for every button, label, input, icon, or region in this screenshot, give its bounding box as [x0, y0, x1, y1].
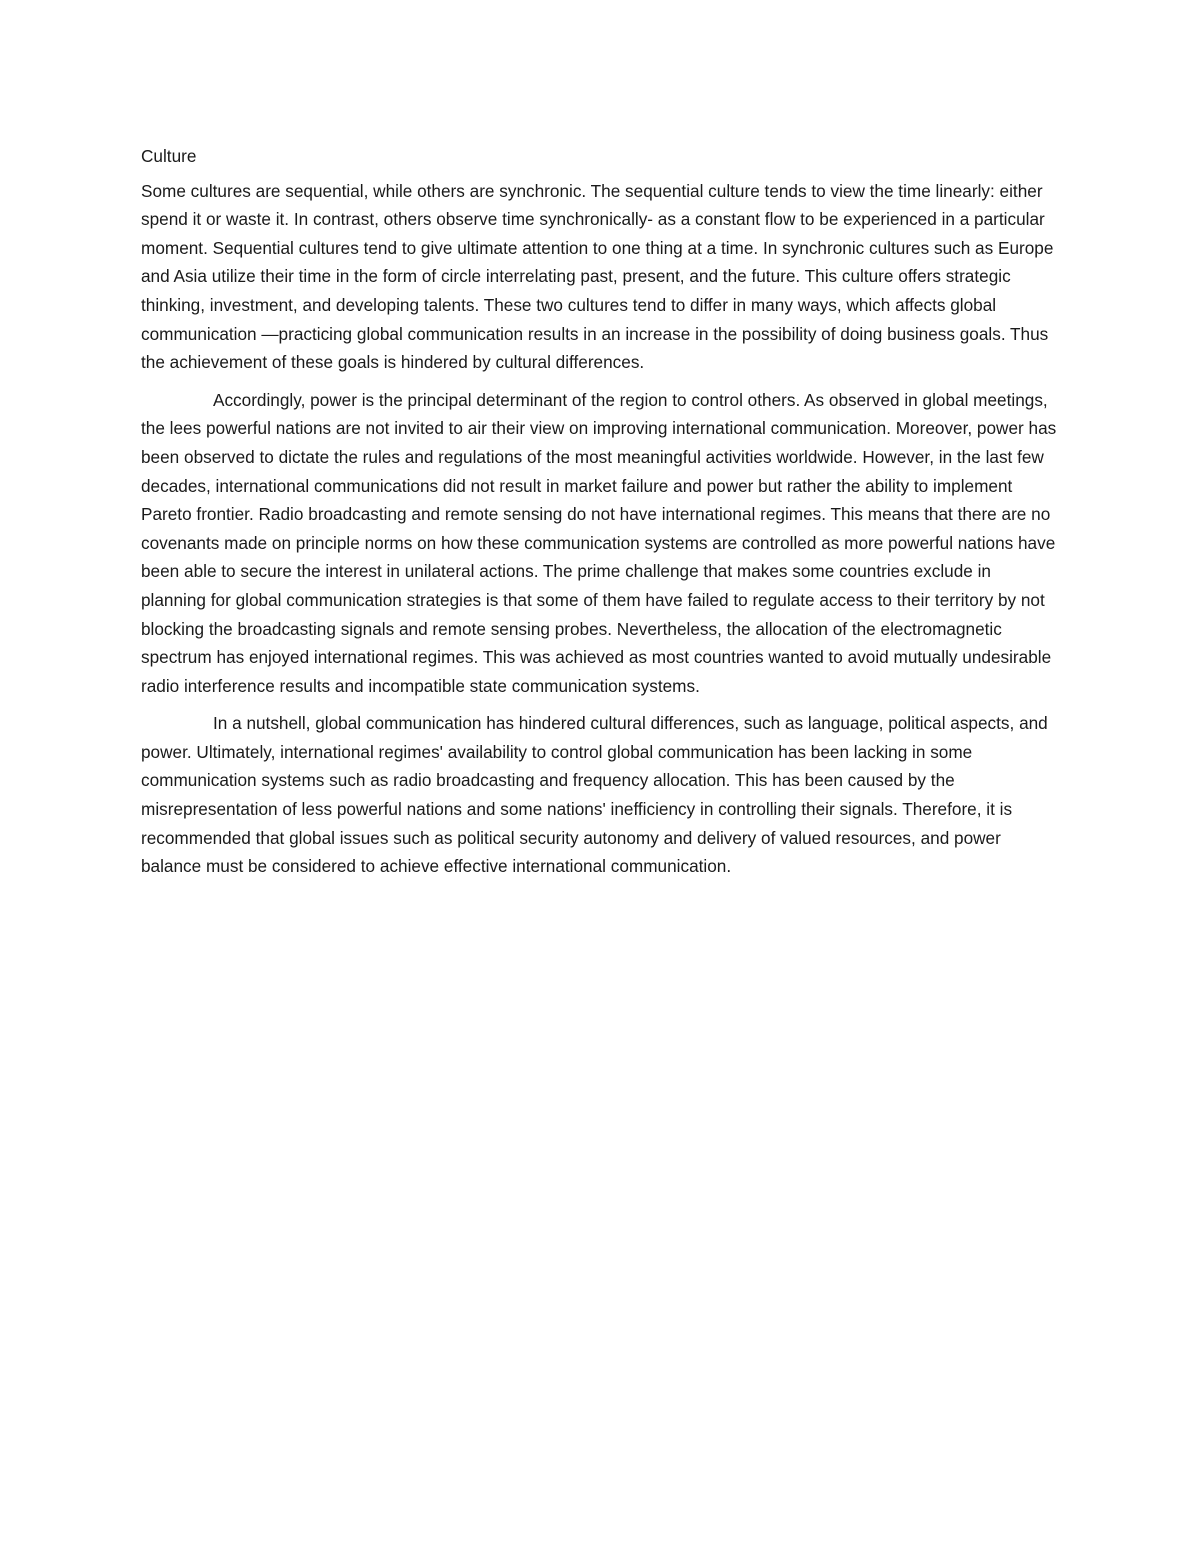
document-heading: Culture: [141, 146, 197, 166]
paragraph-2: Accordingly, power is the principal determinant of the region to control others. As observed in global meetings, the lees powerful nations are not invited to air their view on improving international communication. Moreover, power has been observed to dictate the rules and regulations of the most meaningful activities worldwide. However, in the last few decades, international communications did not result in market failure and power but rather the ability to implement Pareto frontier. Radio broadcasting and remote sensing do not have international regimes. This means that there are no covenants made on principle norms on how these communication systems are controlled as more powerful nations have been able to secure the interest in unilateral actions. The prime challenge that makes some countries exclude in planning for global communication strategies is that some of them have failed to regulate access to their territory by not blocking the broadcasting signals and remote sensing probes. Nevertheless, the allocation of the electromagnetic spectrum has enjoyed international regimes. This was achieved as most countries wanted to avoid mutually undesirable radio interference results and incompatible state communication systems.: [141, 389, 1057, 696]
paragraph-1: Some cultures are sequential, while others are synchronic. The sequential culture tends to view the time linearly: either spend it or waste it. In contrast, others observe time synchronically- as a constant flow to be experienced in a particular moment. Sequential cultures tend to give ultimate attention to one thing at a time. In synchronic cultures such as Europe and Asia utilize their time in the form of circle interrelating past, present, and the future. This culture offers strategic thinking, investment, and developing talents. These two cultures tend to differ in many ways, which affects global communication —practicing global communication results in an increase in the possibility of doing business goals. Thus the achievement of these goals is hindered by cultural differences.: [141, 180, 1054, 373]
document-body: [141, 142, 1059, 890]
paragraph-3: In a nutshell, global communication has hindered cultural differences, such as language, political aspects, and power. Ultimately, international regimes' availability to control global communication has been lacking in some communication systems such as radio broadcasting and frequency allocation. This has been caused by the misrepresentation of less powerful nations and some nations' inefficiency in controlling their signals. Therefore, it is recommended that global issues such as political security autonomy and delivery of valued resources, and power balance must be considered to achieve effective international communication.: [141, 713, 1048, 877]
